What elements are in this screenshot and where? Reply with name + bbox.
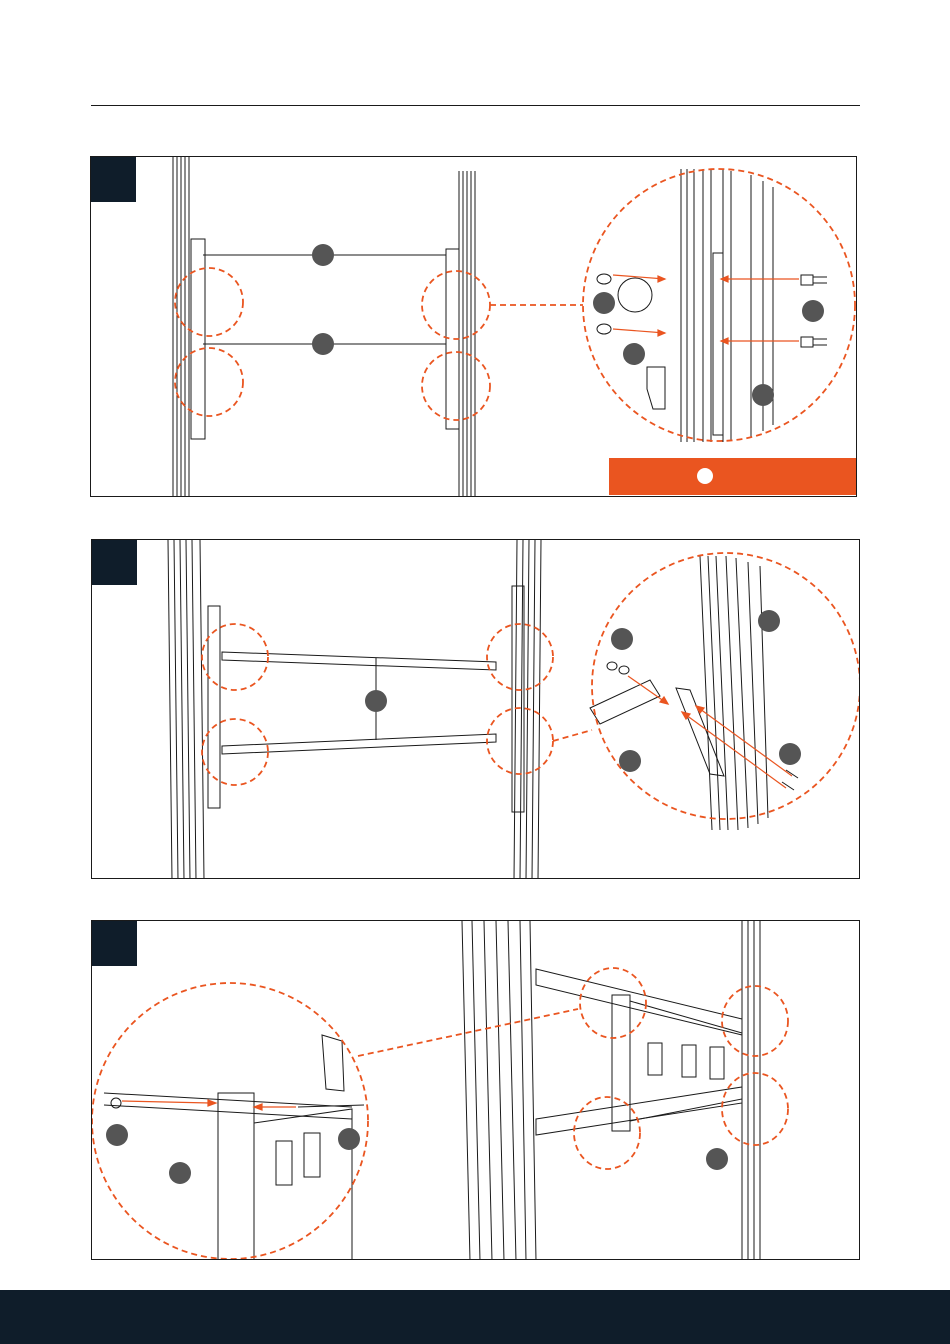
- detail-circle-lower-right: [722, 1073, 788, 1145]
- step-number-badge: [92, 540, 137, 585]
- callout-3: [758, 610, 780, 632]
- step-3-panel: [91, 920, 860, 1260]
- top-rule: [91, 105, 860, 106]
- zoom-connector: [358, 1009, 578, 1056]
- left-upright: [168, 540, 204, 879]
- lower-arm: [222, 734, 496, 754]
- callout-3: [593, 292, 615, 314]
- zoom-upright-top: [322, 1035, 344, 1091]
- detail-circle-right-upper: [422, 271, 490, 339]
- frame-slot-1: [648, 1043, 662, 1075]
- callout-1: [106, 1124, 128, 1146]
- step-1-panel: [90, 156, 857, 497]
- white-dot-icon: [697, 468, 713, 484]
- step-1-diagram: [91, 157, 857, 497]
- upper-arm: [222, 652, 496, 670]
- callout-5: [802, 300, 824, 322]
- zoom-slot-2: [304, 1133, 320, 1177]
- zoom-connector: [553, 730, 592, 741]
- callout-4: [619, 750, 641, 772]
- footer-bar: [0, 1290, 950, 1344]
- detail-circle-right-lower: [422, 352, 490, 420]
- zoom-washer: [111, 1098, 121, 1108]
- zoom-plate: [647, 367, 665, 409]
- callout-6: [752, 384, 774, 406]
- mount-frame: [630, 1001, 742, 1121]
- zoom-upright: [700, 556, 768, 830]
- detail-circle-right-lower: [487, 708, 553, 774]
- zoom-arm: [590, 680, 660, 724]
- frame-slot-3: [710, 1047, 724, 1079]
- zoom-bolt: [298, 1105, 364, 1107]
- callout-2: [611, 628, 633, 650]
- zoom-circle: [92, 983, 368, 1259]
- right-upright: [742, 921, 760, 1260]
- step-3-diagram: [92, 921, 860, 1260]
- callout-2: [169, 1162, 191, 1184]
- callout-5: [779, 743, 801, 765]
- callout-1: [365, 690, 387, 712]
- zoom-bracket: [713, 253, 723, 435]
- zoom-slot-1: [276, 1141, 292, 1185]
- callout-4: [623, 343, 645, 365]
- step-2-panel: [91, 539, 860, 879]
- zoom-plate: [218, 1093, 254, 1260]
- detail-circle-left-upper: [202, 624, 268, 690]
- callout-1: [312, 244, 334, 266]
- zoom-component: [618, 278, 652, 312]
- orange-banner: [609, 458, 856, 495]
- zoom-frame: [254, 1109, 352, 1260]
- step-2-diagram: [92, 540, 860, 879]
- callout-2: [312, 333, 334, 355]
- frame-slot-2: [682, 1045, 696, 1077]
- left-upright: [173, 157, 189, 497]
- detail-circle-right-upper: [487, 624, 553, 690]
- step-number-badge: [92, 921, 137, 966]
- detail-circle-upper-right: [722, 986, 788, 1056]
- callout-4: [706, 1148, 728, 1170]
- step-number-badge: [91, 157, 136, 202]
- mount-plate-left: [612, 995, 630, 1131]
- center-upright: [462, 921, 536, 1260]
- callout-3: [338, 1128, 360, 1150]
